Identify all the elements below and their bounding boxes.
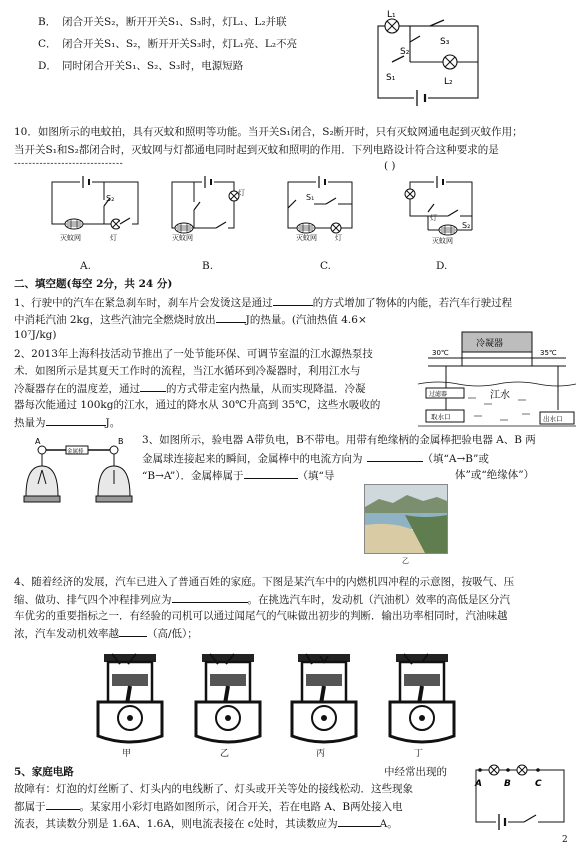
electroscope-b-label: B [118, 437, 124, 446]
engine-label-1: 甲 [122, 749, 132, 759]
q9-circuit-diagram [370, 8, 490, 116]
q4-text: 。在挑选汽车时，发动机（汽油机）效率的高低是区分汽 [247, 594, 510, 606]
lamp-circuit-diagram [468, 760, 572, 830]
q3-line2 [142, 450, 489, 467]
c-a-lamp-label: 灯 [110, 234, 117, 242]
q1-line2 [14, 311, 565, 328]
c-b-lamp-label: 灯 [238, 189, 245, 197]
c-c-net-label: 灭蚊网 [296, 234, 317, 242]
q1-text: 中消耗汽油 2kg，这些汽油完全燃烧时放出 [14, 314, 216, 326]
q10-line2: 当开关S₁和S₂都闭合时，灭蚊网与灯都通电同时起到灭蚊和照明的作用．下列电路设计符合这种要求的是 [14, 144, 499, 156]
q2-line3 [14, 380, 366, 397]
q2-text: J。 [105, 417, 121, 429]
choice-d: D. [436, 260, 448, 272]
engine-strokes-diagram [90, 652, 490, 748]
electroscope-a-label: A [35, 437, 41, 446]
q3-text: 金属球连接起来的瞬间，金属棒中的电流方向为 [142, 453, 363, 465]
section-title: 二、填空题(每空 2分，共 24 分) [14, 278, 173, 290]
q5-line4 [14, 815, 398, 832]
c-c-lamp-label: 灯 [335, 234, 342, 242]
q2-line1: 2、2013年上海科技活动节推出了一处节能环保、可调节室温的江水源热泵技 [14, 348, 373, 360]
q9-option-c [38, 36, 297, 52]
point-a-label: A [475, 779, 482, 789]
outlet-label: 出水口 [543, 415, 563, 423]
temp-in-label: 30℃ [432, 349, 449, 357]
engine-label-2: 乙 [220, 749, 230, 759]
q2-blank-1[interactable] [140, 380, 166, 392]
q4-line4 [14, 625, 198, 642]
q3-text: “B→A”）．金属棒属于 [142, 470, 244, 482]
page-number: 2 [562, 835, 568, 845]
q4-line2 [14, 591, 510, 608]
c-d-s2-label: S₂ [462, 221, 471, 230]
engine-label-3: 丙 [316, 749, 326, 759]
q9-option-d [38, 58, 243, 74]
q5-text: 5、家庭电路 [14, 766, 74, 778]
q3-blank-1[interactable] [367, 450, 423, 462]
c-a-net-label: 灭蚊网 [60, 234, 81, 242]
s1-label: S₁ [386, 73, 396, 83]
choice-a: A. [80, 260, 91, 272]
q9-option-b [38, 14, 287, 30]
q2-text: 的方式带走室内热量，从而实现降温．冷凝 [166, 383, 366, 395]
q5-blank-2[interactable] [338, 815, 380, 827]
q4-blank-1[interactable] [172, 591, 248, 603]
q3-line3-end: 体”或“绝缘体”） [455, 469, 535, 481]
q1-blank-2[interactable] [216, 311, 246, 323]
c-d-net-label: 灭蚊网 [432, 237, 453, 245]
c-c-s1-label: S₁ [306, 193, 315, 202]
q1-text: 1、行驶中的汽车在紧急刹车时，刹车片会发烫这是通过 [14, 297, 273, 309]
q2-line5 [14, 414, 120, 431]
q5-line1-end: 中经常出现的 [384, 766, 447, 778]
option-text: 同时闭合开关S₁、S₂、S₃时，电源短路 [62, 60, 244, 72]
q1-text: J的热量。(汽油热值 4.6× [245, 314, 367, 326]
q2-text: 热量为 [14, 417, 46, 429]
heat-pump-diagram [418, 328, 576, 430]
q3-line3 [142, 467, 334, 484]
option-text: 闭合开关S₂，断开开关S₁、S₃时，灯L₁、L₂并联 [62, 16, 287, 28]
circuit-a-parts [65, 176, 132, 229]
point-c-label: C [535, 779, 542, 789]
q3-line1: 3、如图所示，验电器 A带负电，B不带电。用带有绝缘柄的金属棒把验电器 A、B 两 [142, 434, 536, 446]
condenser-label: 冷凝器 [476, 339, 504, 349]
q5-line1 [14, 764, 74, 780]
q5-text: 都属于 [14, 801, 46, 813]
option-text: 闭合开关S₁、S₂，断开开关S₃时，灯L₁亮、L₂不亮 [62, 38, 298, 50]
s3-label: S₃ [440, 37, 450, 47]
q1-line3: 10⁷J/kg) [14, 329, 57, 341]
inlet-label: 取水口 [431, 413, 451, 421]
q3-blank-2[interactable] [244, 467, 298, 479]
q10-answer-paren: ( ) [384, 160, 396, 172]
q4-text: 浓，汽车发动机效率越 [14, 628, 119, 640]
q2-line2: 术．如图所示是其夏天工作时的流程，当江水循环到冷凝器时，利用江水与 [14, 365, 361, 377]
choice-b: B. [202, 260, 214, 272]
filter-label: 过滤器 [429, 391, 448, 398]
q10-line1: 10．如图所示的电蚊拍，具有灭蚊和照明等功能。当开关S₁闭合，S₂断开时，只有灭蚊网通电起到灭蚊作用； [14, 126, 523, 138]
choice-c: C. [320, 260, 331, 272]
option-key: B． [38, 16, 57, 28]
circuit-a [52, 182, 138, 224]
l1-label: L₁ [387, 10, 396, 20]
q5-line3 [14, 798, 403, 815]
q4-line3: 车优劣的重要指标之一．有经验的司机可以通过闻尾气的气味做出初步的判断．输出功率相同时，汽油味越 [14, 610, 508, 622]
river-label: 江水 [490, 390, 510, 401]
q1-blank-1[interactable] [273, 294, 313, 306]
q1-text: 的方式增加了物体的内能，若汽车行驶过程 [312, 297, 513, 309]
c-d-lamp-label: 灯 [430, 214, 437, 222]
q5-text: 。某家用小彩灯电路如图所示，闭合开关，若在电路 A、B两处接入电 [79, 801, 403, 813]
rod-label: 金属棒 [67, 449, 84, 455]
beach-photo-image [365, 485, 447, 553]
q4-text: （高/低）； [147, 628, 198, 640]
q4-line1: 4、随着经济的发展，汽车已进入了普通百姓的家庭。下图是某汽车中的内燃机四冲程的示意图，按吸气、压 [14, 576, 515, 588]
q4-blank-2[interactable] [119, 625, 147, 637]
q3-text: （填“导 [297, 470, 335, 482]
circuit-b [172, 182, 234, 228]
q5-text: A。 [379, 818, 398, 830]
q10-dashes: ------------------------------ [14, 159, 124, 169]
option-key: D． [38, 60, 57, 72]
l2-label: L₂ [444, 77, 453, 87]
beach-photo [364, 484, 448, 554]
q10-circuit-options [44, 174, 544, 254]
point-b-label: B [504, 779, 511, 789]
c-a-s2-label: S₂ [106, 194, 115, 203]
q5-blank-1[interactable] [46, 798, 80, 810]
c-b-net-label: 灭蚊网 [172, 234, 193, 242]
q1-line1 [14, 294, 565, 311]
photo-caption: 乙 [402, 557, 409, 565]
electroscope-diagram [22, 436, 134, 508]
s2-label: S₂ [400, 47, 410, 57]
q2-line4: 器每次能通过 100kg的江水，通过的降水从 30℃升高到 35℃，这些水吸收的 [14, 399, 381, 411]
engine-label-4: 丁 [414, 749, 424, 759]
q3-text: （填“A→B”或 [422, 453, 489, 465]
q4-text: 缩、做功、排气四个冲程排列应为 [14, 594, 172, 606]
option-key: C． [38, 38, 57, 50]
q5-text: 流表，其读数分别是 1.6A、1.6A，则电流表接在 c处时，其读数应为 [14, 818, 338, 830]
q2-blank-2[interactable] [46, 414, 106, 426]
temp-out-label: 35℃ [540, 349, 557, 357]
q5-line2: 故障有：灯泡的灯丝断了、灯头内的电线断了、灯头或开关等处的接线松动．这些现象 [14, 783, 413, 795]
circuit-b-parts [175, 176, 239, 233]
circuit-d-parts [405, 176, 460, 235]
q2-text: 冷凝器存在的温度差，通过 [14, 383, 140, 395]
